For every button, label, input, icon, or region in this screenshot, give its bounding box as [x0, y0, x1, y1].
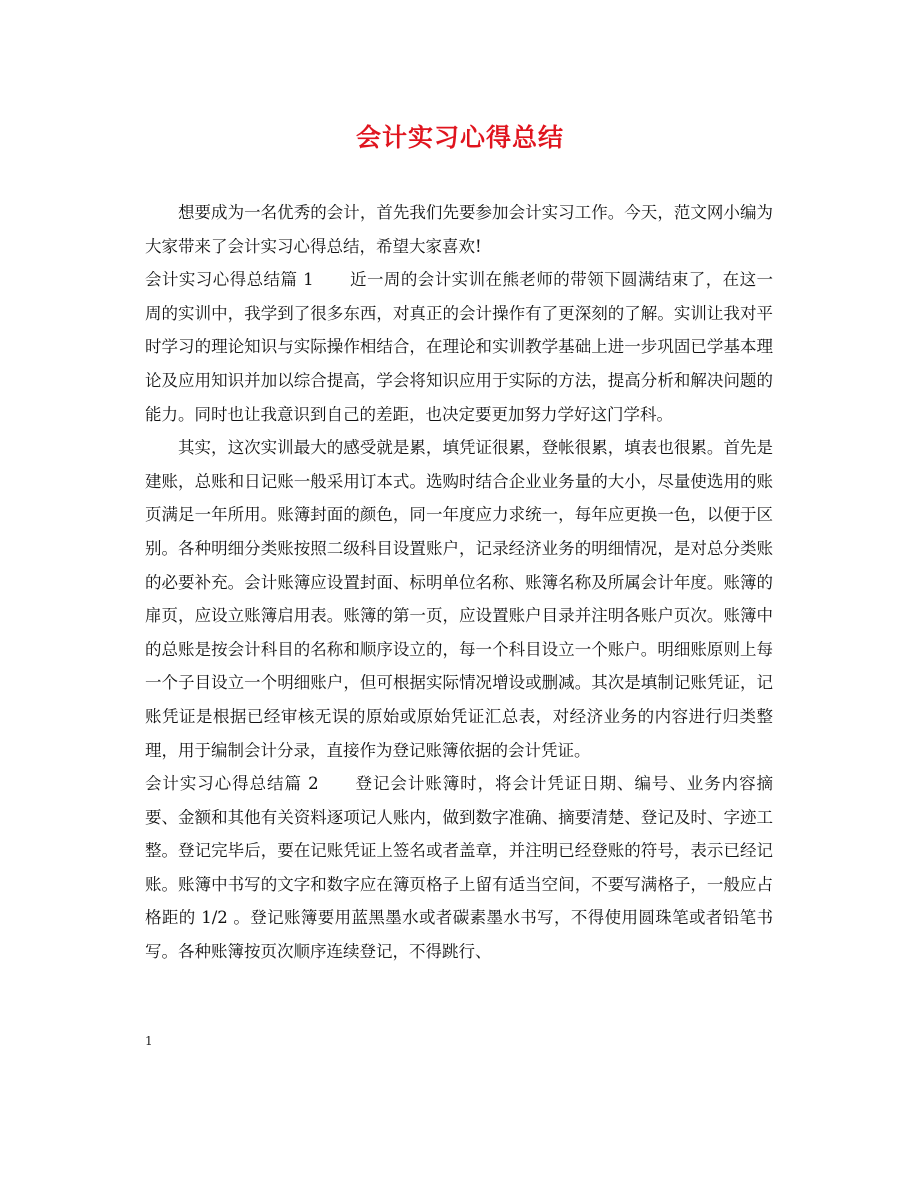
document-body — [145, 196, 773, 969]
section-2-text: 登记会计账簿时，将会计凭证日期、编号、业务内容摘要、金额和其他有关资料逐项记人账内，做到数字准确、摘要清楚、登记及时、字迹工整。登记完毕后，要在记账凭证上签名或者盖章，并注明已经登账的符号，表示已经记账。账簿中书写的文字和数字应在簿页格子上留有适当空间，不要写满格子，一般应占格距的 1/2 。登记账簿要用蓝黑墨水或者碳素墨水书写，不得使用圆珠笔或者铅笔书写。各种账簿按页次顺序连续登记，不得跳行、 — [145, 774, 774, 962]
intro-paragraph — [145, 196, 773, 263]
section-2-heading: 会计实习心得总结篇 2 — [145, 774, 319, 794]
section-1-paragraph — [145, 263, 773, 431]
body-paragraph — [145, 431, 773, 767]
section-1-text: 近一周的会计实训在熊老师的带领下圆满结束了，在这一周的实训中，我学到了很多东西，对真正的会计操作有了更深刻的了解。实训让我对平时学习的理论知识与实际操作相结合，在理论和实训教学基础上进一步巩固已学基本理论及应用知识并加以综合提高，学会将知识应用于实际的方法，提高分析和解决问题的能力。同时也让我意识到自己的差距，也决定要更加努力学好这门学科。 — [145, 270, 774, 424]
section-1-heading: 会计实习心得总结篇 1 — [145, 270, 314, 290]
intro-text: 想要成为一名优秀的会计，首先我们先要参加会计实习工作。今天，范文网小编为大家带来了会计实习心得总结，希望大家喜欢! — [145, 203, 773, 256]
body-paragraph-text: 其实，这次实训最大的感受就是累，填凭证很累，登帐很累，填表也很累。首先是建账，总账和日记账一般采用订本式。选购时结合企业业务量的大小，尽量使选用的账页满足一年所用。账簿封面的颜色，同一年度应力求统一，每年应更换一色，以便于区别。各种明细分类账按照二级科目设置账户，记录经济业务的明细情况，是对总分类账的必要补充。会计账簿应设置封面、标明单位名称、账簿名称及所属会计年度。账簿的扉页，应设立账簿启用表。账簿的第一页，应设置账户目录并注明各账户页次。账簿中的总账是按会计科目的名称和顺序设立的，每一个科目设立一个账户。明细账原则上每一个子目设立一个明细账户，但可根据实际情况增设或删减。其次是填制记账凭证，记账凭证是根据已经审核无误的原始或原始凭证汇总表，对经济业务的内容进行归类整理，用于编制会计分录，直接作为登记账簿依据的会计凭证。 — [145, 438, 773, 760]
page-number: 1 — [145, 1034, 153, 1048]
document-title: 会计实习心得总结 — [355, 123, 564, 152]
section-2-paragraph — [145, 767, 773, 969]
